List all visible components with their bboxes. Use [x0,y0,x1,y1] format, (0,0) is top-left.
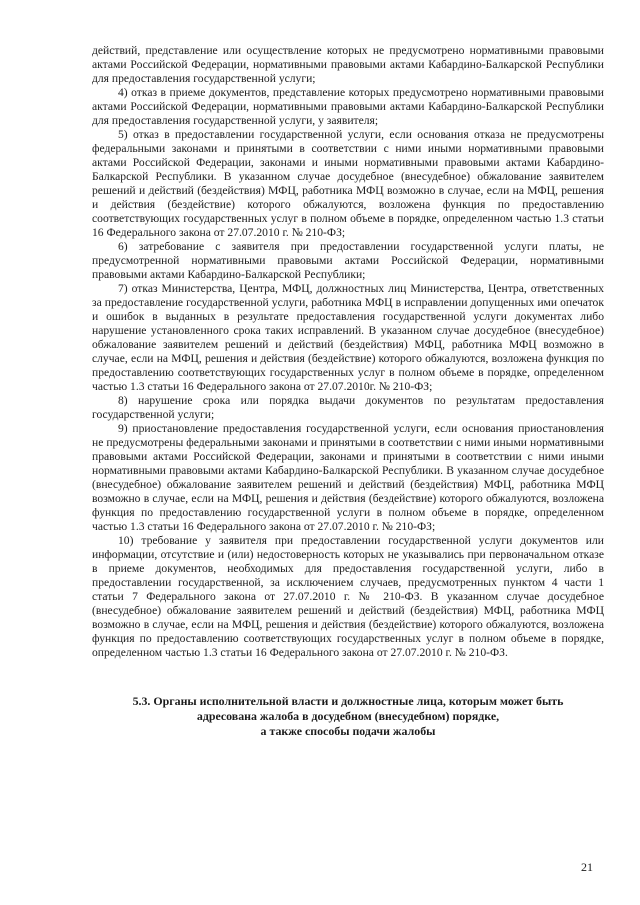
paragraph-item-4: 4) отказ в приеме документов, представление которых предусмотрено нормативными правовыми актами Российской Федерации, нормативными правовыми актами Кабардино-Балкарской Республики для предоставления государственной услуги, у заявителя; [92,86,604,127]
paragraph-item-10: 10) требование у заявителя при предоставлении государственной услуги документов или информации, отсутствие и (или) недостоверность которых не указывались при первоначальном отказе в приеме документов, необходимых для предоставления государственной услуги, либо в предоставлении государственной, за исключением случаев, предусмотренных пунктом 4 части 1 статьи 7 Федерального закона от 27.07.2010 г. № 210-ФЗ. В указанном случае досудебное (внесудебное) обжалование заявителем решений и действий (бездействия) МФЦ, работника МФЦ возможно в случае, если на МФЦ, решения и действия (бездействие) которого обжалуются, возложена функция по предоставлению соответствующих государственных услуг в полном объеме в порядке, определенном частью 1.3 статьи 16 Федерального закона от 27.07.2010 г. № 210-ФЗ. [92,534,604,659]
section-heading-line-3: а также способы подачи жалобы [260,724,436,738]
section-heading-line-2: адресована жалоба в досудебном (внесудебном) порядке, [196,709,500,723]
page-number: 21 [581,860,593,874]
paragraph-item-5: 5) отказ в предоставлении государственной услуги, если основания отказа не предусмотрены федеральными законами и принятыми в соответствии с ними иными нормативными правовыми актами Российской Федерации, законами и иными нормативными правовыми актами Кабардино-Балкарской Республики. В указанном случае досудебное (внесудебное) обжалование заявителем решений и действий (бездействия) МФЦ, работника МФЦ возможно в случае, если на МФЦ, решения и действия (бездействие) которого обжалуются, возложена функция по предоставлению соответствующих государственных услуг в полном объеме в порядке, определенном частью 1.3 статьи 16 Федерального закона от 27.07.2010 г. № 210-ФЗ; [92,128,604,239]
document-body [92,44,604,739]
section-heading-line-1: 5.3. Органы исполнительной власти и должностные лица, которым может быть [132,694,564,708]
section-heading [92,694,604,739]
paragraph-item-9: 9) приостановление предоставления государственной услуги, если основания приостановления не предусмотрены федеральными законами и принятыми в соответствии с ними иными нормативными правовыми актами Российской Федерации, законами и принятыми в соответствии с ними иными нормативными правовыми актами Кабардино-Балкарской Республики. В указанном случае досудебное (внесудебное) обжалование заявителем решений и действий (бездействия) МФЦ, работника МФЦ возможно в случае, если на МФЦ, решения и действия (бездействие) которого обжалуются, возложена функция по предоставлению государственной услуги в полном объеме в порядке, определенном частью 1.3 статьи 16 Федерального закона от 27.07.2010 г. № 210-ФЗ; [92,422,604,533]
paragraph-item-6: 6) затребование с заявителя при предоставлении государственной услуги платы, не предусмотренной нормативными правовыми актами Российской Федерации, нормативными правовыми актами Кабардино-Балкарской Республики; [92,240,604,281]
paragraph-continuation: действий, представление или осуществление которых не предусмотрено нормативными правовыми актами Российской Федерации, нормативными правовыми актами Кабардино-Балкарской Республики для предоставления государственной услуги; [92,44,604,85]
paragraph-item-7: 7) отказ Министерства, Центра, МФЦ, должностных лиц Министерства, Центра, ответственных за предоставление государственной услуги, работника МФЦ в исправлении допущенных ими опечаток и ошибок в выданных в результате предоставления государственной услуги документах либо нарушение установленного срока таких исправлений. В указанном случае досудебное (внесудебное) обжалование заявителем решений и действий (бездействия) МФЦ, работника МФЦ возможно в случае, если на МФЦ, решения и действия (бездействие) которого обжалуются, возложена функция по предоставлению соответствующих государственных услуг в полном объеме в порядке, определенном частью 1.3 статьи 16 Федерального закона от 27.07.2010г. № 210-ФЗ; [92,282,604,393]
paragraph-item-8: 8) нарушение срока или порядка выдачи документов по результатам предоставления государственной услуги; [92,394,604,421]
